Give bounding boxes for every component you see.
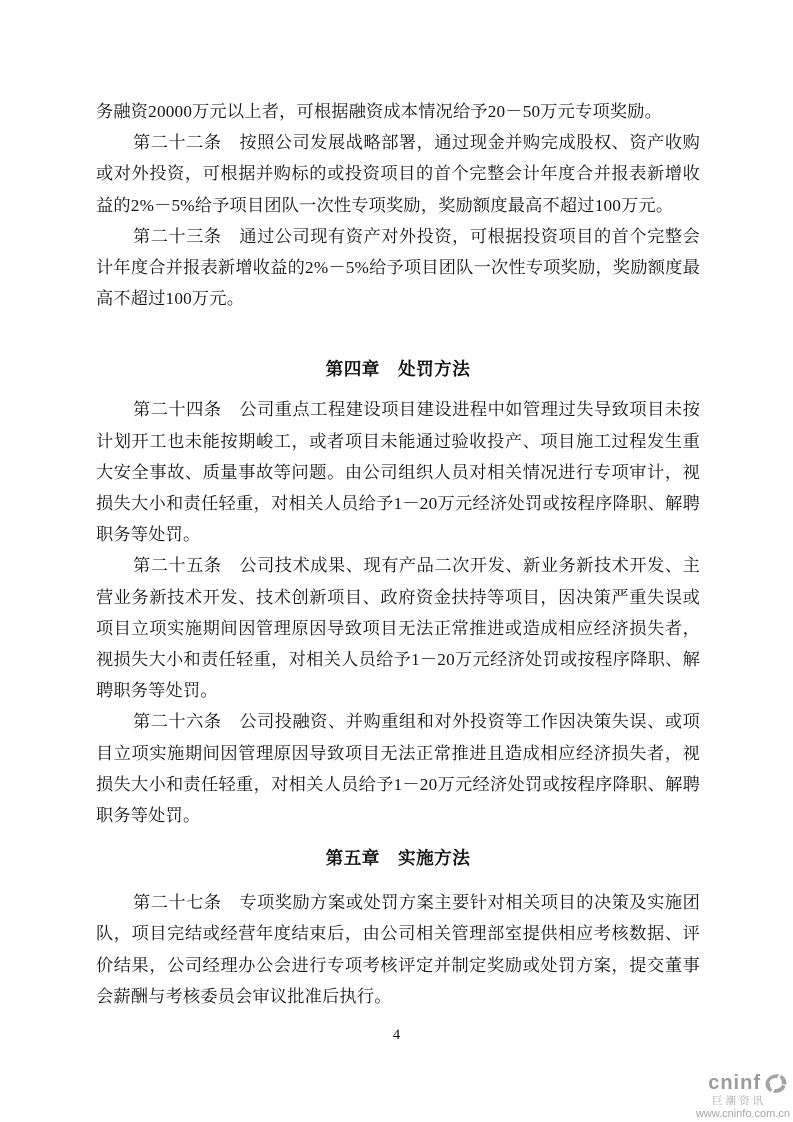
article-26: 第二十六条 公司投融资、并购重组和对外投资等工作因决策失误、或项目立项实施期间因管理原因导致项目无法正常推进且造成相应经济损失者，视损失大小和责任轻重，对相关人员给予1－20万元经济处罚或按程序降职、解聘职务等处罚。	[96, 712, 700, 826]
swirl-logo-icon	[763, 1072, 788, 1095]
article-24: 第二十四条 公司重点工程建设项目建设进程中如管理过失导致项目未按计划开工也未能按期峻工，或者项目未能通过验收投产、项目施工过程发生重大安全事故、质量事故等问题。由公司组织人员对相关情况进行专项审计，视损失大小和责任轻重，对相关人员给予1－20万元经济处罚或按程序降职、解聘职务等处罚。	[96, 400, 700, 545]
paragraph-continuation: 务融资20000万元以上者，可根据融资成本情况给予20－50万元专项奖励。	[96, 102, 662, 121]
document-body	[96, 96, 700, 1012]
cninfo-logo	[682, 1072, 790, 1121]
logo-brand-text: cninf	[708, 1072, 761, 1094]
article-23: 第二十三条 通过公司现有资产对外投资，可根据投资项目的首个完整会计年度合并报表新增收益的2%－5%给予项目团队一次性专项奖励，奖励额度最高不超过100万元。	[96, 226, 700, 309]
article-22: 第二十二条 按照公司发展战略部署，通过现金并购完成股权、资产收购或对外投资，可根据并购标的或投资项目的首个完整会计年度合并报表新增收益的2%－5%给予项目团队一次性专项奖励，奖励额度最高不超过100万元。	[96, 133, 700, 215]
chapter-5-heading: 第五章 实施方法	[325, 848, 471, 869]
chapter-4-heading: 第四章 处罚方法	[325, 359, 471, 380]
page-number: 4	[392, 1027, 401, 1043]
article-25: 第二十五条 公司技术成果、现有产品二次开发、新业务新技术开发、主营业务新技术开发、技术创新项目、政府资金扶持等项目，因决策严重失误或项目立项实施期间因管理原因导致项目无法正常推进或造成相应经济损失者，视损失大小和责任轻重，对相关人员给予1－20万元经济处罚或按程序降职、解聘职务等处罚。	[96, 556, 700, 701]
logo-tagline: 巨潮资讯	[712, 1095, 766, 1107]
logo-url: www.cninfo.com.cn	[695, 1108, 790, 1120]
article-27: 第二十七条 专项奖励方案或处罚方案主要针对相关项目的决策及实施团队，项目完结或经营年度结束后，由公司相关管理部室提供相应考核数据、评价结果，公司经理办公会进行专项考核评定并制定奖励或处罚方案，提交董事会薪酬与考核委员会审议批准后执行。	[96, 893, 700, 1006]
logo-brand-row	[682, 1072, 790, 1094]
